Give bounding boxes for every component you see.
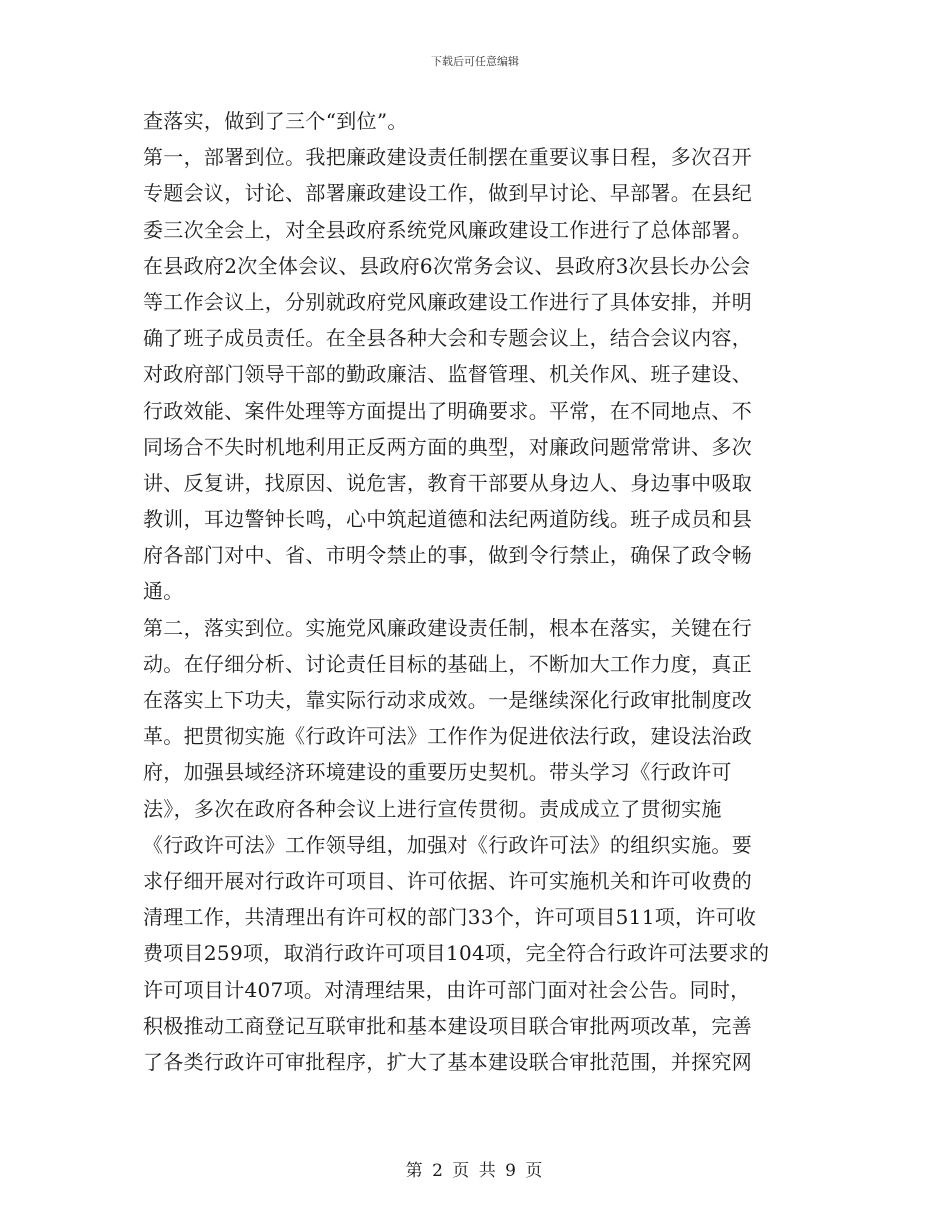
- body-line: 等工作会议上，分别就政府党风廉政建设工作进行了具体安排，并明: [143, 289, 752, 314]
- body-line: 行政效能、案件处理等方面提出了明确要求。平常，在不同地点、不: [143, 398, 752, 423]
- body-line: 积极推动工商登记互联审批和基本建设项目联合审批两项改革，完善: [143, 1013, 752, 1038]
- body-line: 第一，部署到位。我把廉政建设责任制摆在重要议事日程，多次召开: [143, 145, 752, 170]
- body-line: 查落实，做到了三个“到位”。: [143, 109, 408, 133]
- body-line: 确了班子成员责任。在全县各种大会和专题会议上，结合会议内容，: [143, 326, 752, 351]
- body-line: 了各类行政许可审批程序，扩大了基本建设联合审批范围，并探究网: [143, 1049, 752, 1074]
- body-line: 委三次全会上，对全县政府系统党风廉政建设工作进行了总体部署。: [143, 217, 752, 242]
- body-line: 府各部门对中、省、市明令禁止的事，做到令行禁止，确保了政令畅: [143, 543, 752, 568]
- page-header: 下载后可任意编辑: [431, 55, 519, 68]
- body-line: 专题会议，讨论、部署廉政建设工作，做到早讨论、早部署。在县纪: [143, 181, 752, 206]
- body-line: 费项目259项，取消行政许可项目104项，完全符合行政许可法要求的: [143, 941, 770, 966]
- body-line: 第二，落实到位。实施党风廉政建设责任制，根本在落实，关键在行: [143, 615, 752, 640]
- page-footer: 第 2 页 共 9 页: [405, 1161, 545, 1181]
- body-line: 动。在仔细分析、讨论责任目标的基础上，不断加大工作力度，真正: [143, 651, 752, 676]
- body-line: 教训，耳边警钟长鸣，心中筑起道德和法纪两道防线。班子成员和县: [143, 507, 752, 532]
- body-line: 清理工作，共清理出有许可权的部门33个，许可项目511项，许可收: [143, 905, 757, 930]
- body-line: 讲、反复讲，找原因、说危害，教育干部要从身边人、身边事中吸取: [143, 470, 752, 495]
- body-line: 在县政府2次全体会议、县政府6次常务会议、县政府3次县长办公会: [143, 253, 751, 278]
- body-line: 革。把贯彻实施《行政许可法》工作作为促进依法行政，建设法治政: [143, 724, 752, 749]
- body-line: 《行政许可法》工作领导组，加强对《行政许可法》的组织实施。要: [143, 832, 752, 857]
- body-line: 府，加强县域经济环境建设的重要历史契机。带头学习《行政许可: [143, 760, 732, 785]
- body-line: 在落实上下功夫，靠实际行动求成效。一是继续深化行政审批制度改: [143, 688, 752, 712]
- body-line: 同场合不失时机地利用正反两方面的典型，对廉政问题常常讲、多次: [143, 434, 752, 459]
- body-line: 法》，多次在政府各种会议上进行宣传贯彻。责成成立了贯彻实施: [143, 796, 722, 821]
- body-line: 对政府部门领导干部的勤政廉洁、监督管理、机关作风、班子建设、: [143, 362, 752, 387]
- body-line: 许可项目计407项。对清理结果，由许可部门面对社会公告。同时，: [143, 977, 751, 1002]
- body-line: 求仔细开展对行政许可项目、许可依据、许可实施机关和许可收费的: [143, 868, 752, 893]
- body-line: 通。: [143, 579, 184, 604]
- document-body: [143, 103, 815, 1080]
